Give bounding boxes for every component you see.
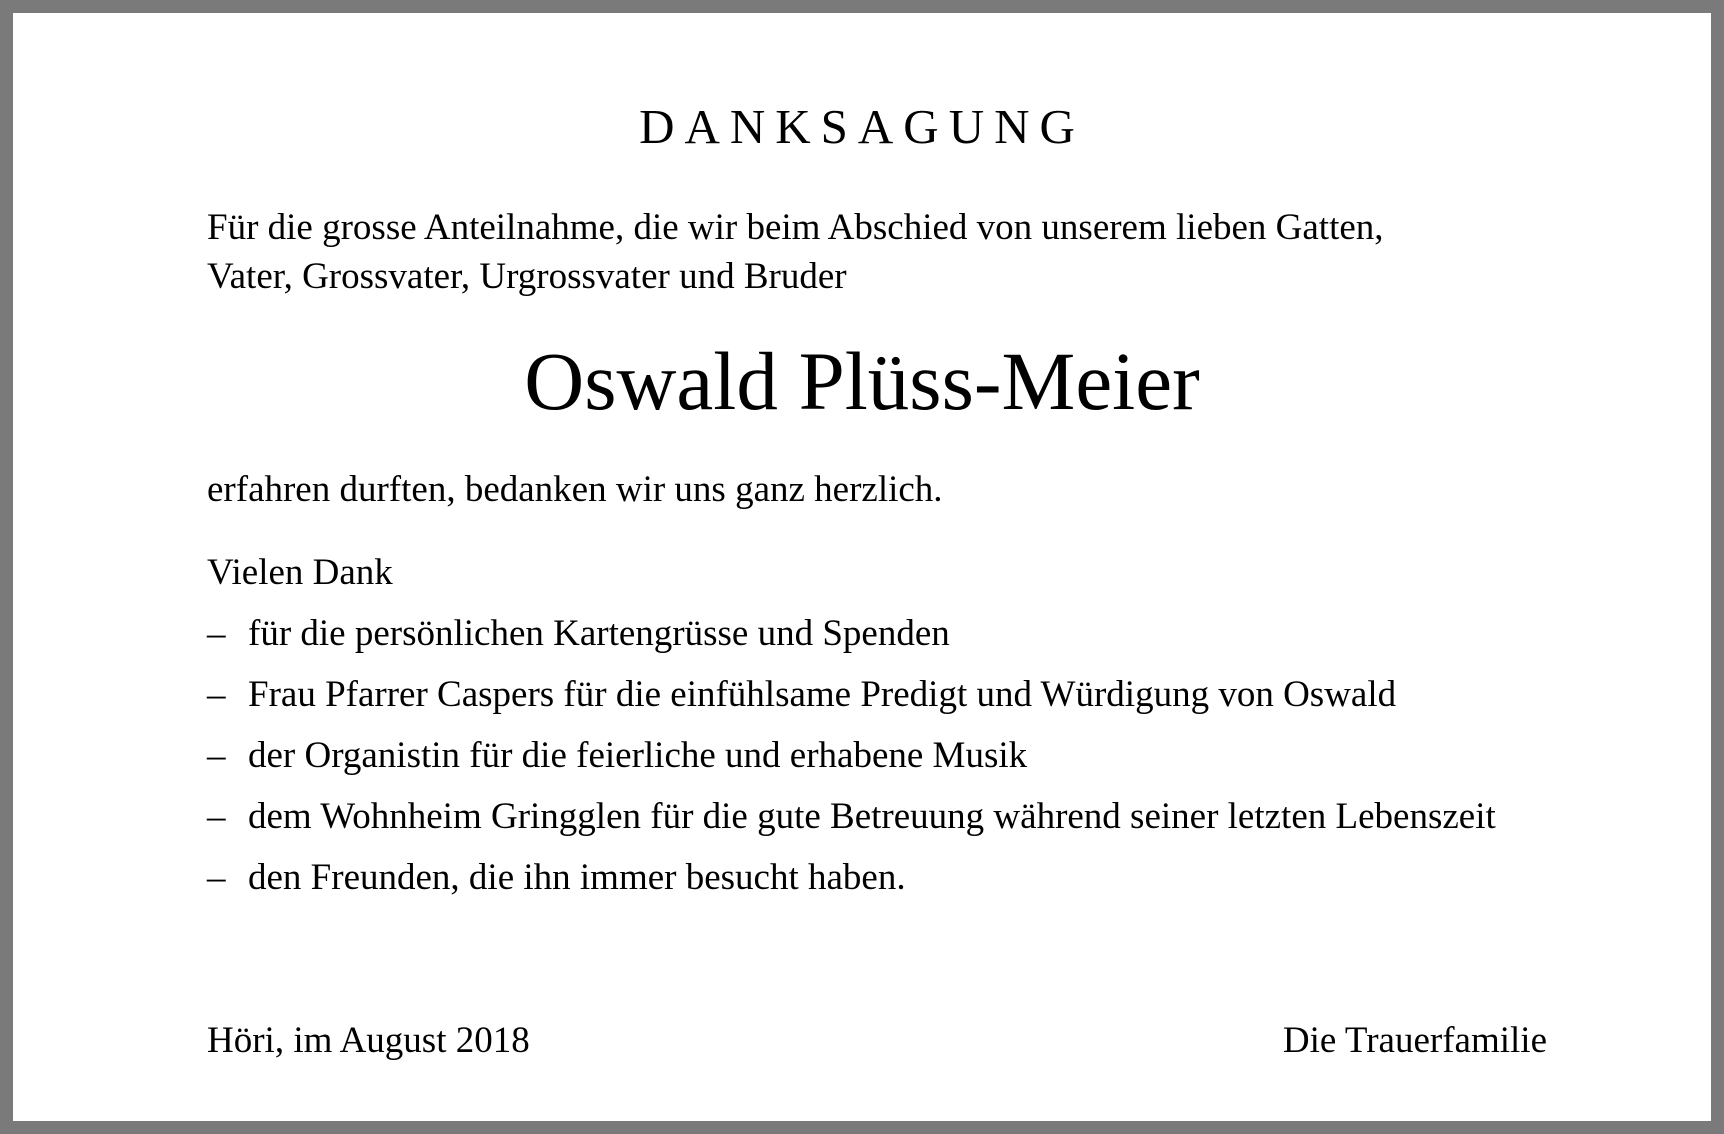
dash-bullet: – bbox=[207, 796, 226, 837]
list-item bbox=[207, 792, 1547, 841]
intro-line-1: Für die grosse Anteilnahme, die wir beim Abschied von unserem lieben Gatten, bbox=[207, 207, 1384, 248]
dash-bullet: – bbox=[207, 674, 226, 715]
list-item bbox=[207, 609, 1547, 658]
list-item bbox=[207, 670, 1547, 719]
after-name-paragraph: erfahren durften, bedanken wir uns ganz herzlich. bbox=[207, 469, 943, 510]
thanks-list bbox=[207, 609, 1547, 914]
dash-bullet: – bbox=[207, 613, 226, 654]
list-item-text: dem Wohnheim Gringglen für die gute Betreuung während seiner letzten Lebenszeit bbox=[248, 796, 1496, 837]
list-item-text: den Freunden, die ihn immer besucht haben. bbox=[248, 857, 906, 898]
dash-bullet: – bbox=[207, 735, 226, 776]
list-item-text: für die persönlichen Kartengrüsse und Spenden bbox=[248, 613, 950, 654]
intro-paragraph bbox=[207, 203, 1547, 301]
dash-bullet: – bbox=[207, 857, 226, 898]
deceased-name: Oswald Plüss-Meier bbox=[524, 335, 1200, 427]
signature: Die Trauerfamilie bbox=[1282, 1020, 1547, 1061]
notice-footer bbox=[207, 1016, 1547, 1065]
list-item-text: der Organistin für die feierliche und erhabene Musik bbox=[248, 735, 1028, 776]
notice-page bbox=[13, 13, 1711, 1121]
notice-heading: DANKSAGUNG bbox=[639, 99, 1085, 154]
list-item-text: Frau Pfarrer Caspers für die einfühlsame Predigt und Würdigung von Oswald bbox=[248, 674, 1397, 715]
thanks-title: Vielen Dank bbox=[207, 552, 393, 593]
place-date: Höri, im August 2018 bbox=[207, 1020, 530, 1061]
intro-line-2: Vater, Grossvater, Urgrossvater und Bruder bbox=[207, 256, 847, 297]
list-item bbox=[207, 853, 1547, 902]
list-item bbox=[207, 731, 1547, 780]
